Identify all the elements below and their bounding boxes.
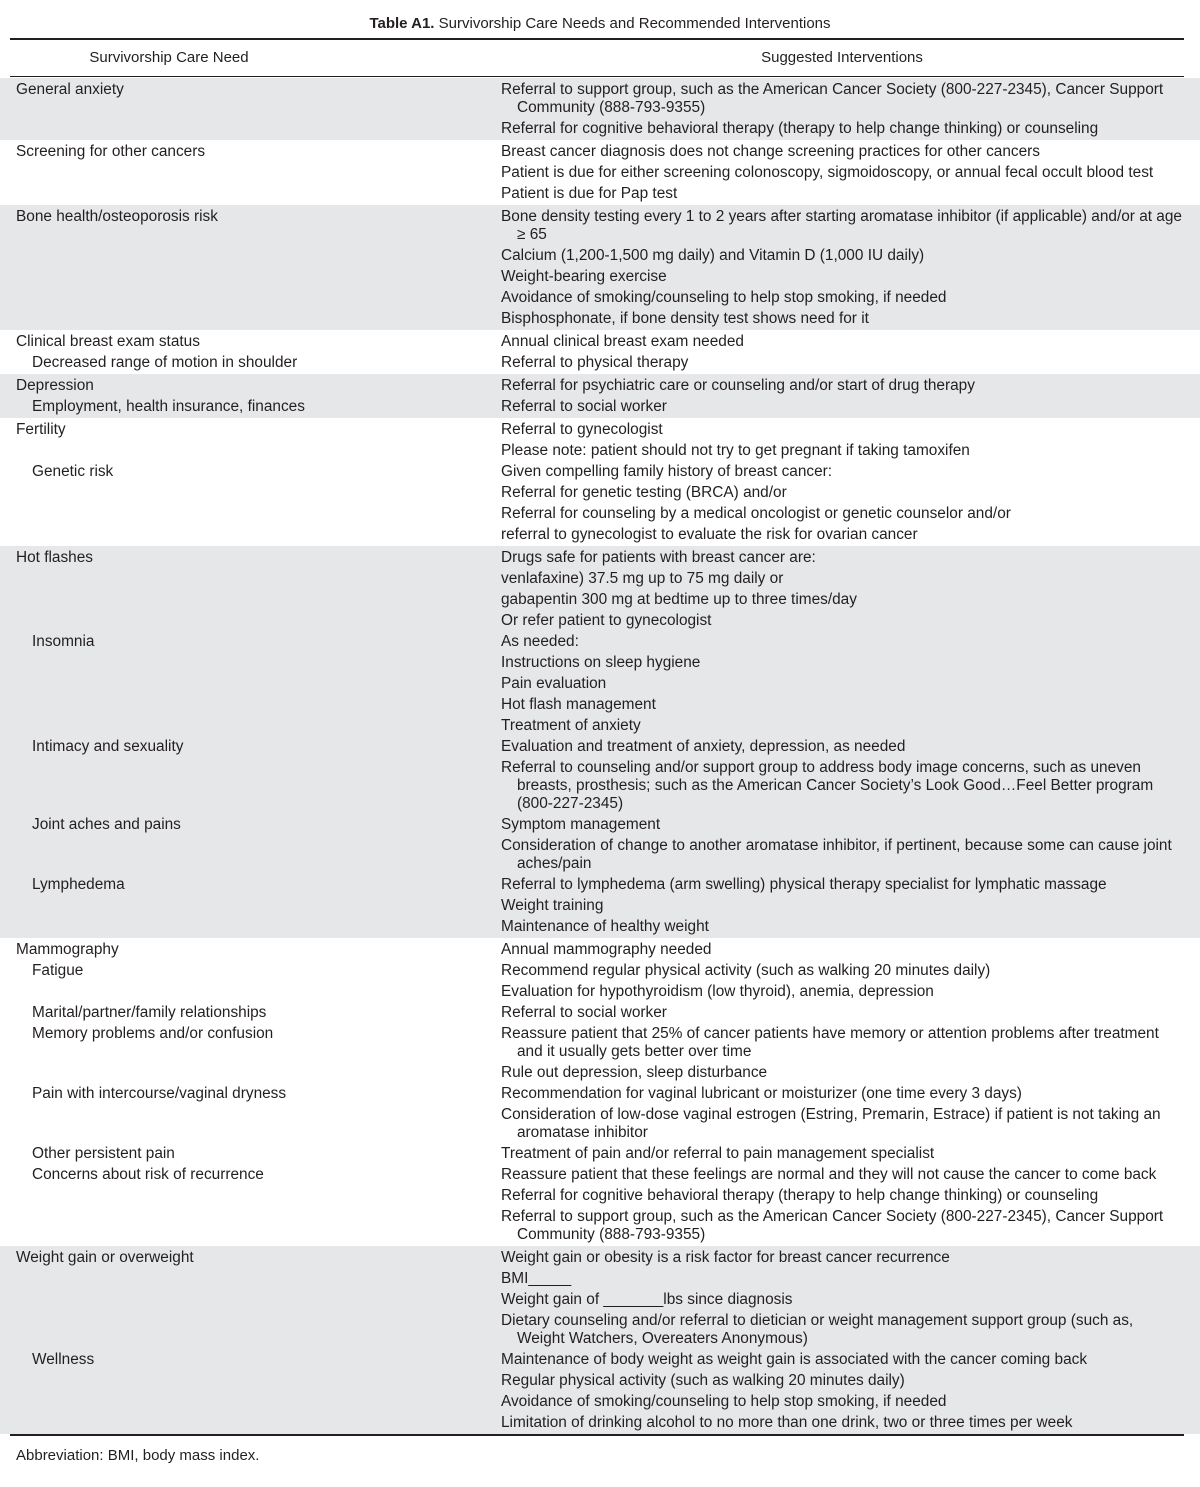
- table-footnote: Abbreviation: BMI, body mass index.: [16, 1447, 260, 1464]
- intervention-item: Please note: patient should not try to get pregnant if taking tamoxifen: [501, 442, 970, 459]
- interventions-cell: [485, 460, 1185, 544]
- intervention-item: Consideration of change to another aromatase inhibitor, if pertinent, because some can cause joint aches/pain: [501, 837, 1172, 872]
- table-row: [0, 205, 1200, 328]
- table-row: [0, 395, 1200, 416]
- intervention-item: Reassure patient that 25% of cancer patients have memory or attention problems after treatment and it usually gets better over time: [501, 1025, 1159, 1060]
- row-group: [0, 938, 1200, 1246]
- table-row: [0, 630, 1200, 735]
- table-row: [0, 1022, 1200, 1082]
- intervention-item: Treatment of anxiety: [501, 717, 641, 734]
- care-need-cell: Other persistent pain: [32, 1145, 175, 1162]
- table-row: [0, 330, 1200, 351]
- intervention-item: Dietary counseling and/or referral to dietician or weight management support group (such as, Weight Watchers, Overeaters Anonymous): [501, 1312, 1134, 1347]
- bottom-rule: [10, 1434, 1184, 1436]
- intervention-item: Avoidance of smoking/counseling to help stop smoking, if needed: [501, 1393, 947, 1410]
- care-need-cell: Genetic risk: [32, 463, 114, 480]
- table-row: [0, 1082, 1200, 1142]
- care-need-cell: Employment, health insurance, finances: [32, 398, 305, 415]
- interventions-cell: [485, 1142, 1185, 1163]
- care-need-cell: Pain with intercourse/vaginal dryness: [32, 1085, 287, 1102]
- table-title: Survivorship Care Needs and Recommended Interventions: [438, 15, 831, 32]
- intervention-item: Rule out depression, sleep disturbance: [501, 1064, 768, 1081]
- intervention-item: Referral to support group, such as the American Cancer Society (800-227-2345), Cancer Support Community (888-793-9355): [501, 81, 1164, 116]
- interventions-cell: [485, 140, 1185, 203]
- table-row: [0, 546, 1200, 630]
- intervention-item: Evaluation and treatment of anxiety, depression, as needed: [501, 738, 906, 755]
- intervention-item: Or refer patient to gynecologist: [501, 612, 712, 629]
- intervention-item: BMI_____: [501, 1270, 572, 1287]
- intervention-item: Reassure patient that these feelings are normal and they will not cause the cancer to come back: [501, 1166, 1157, 1183]
- intervention-item: referral to gynecologist to evaluate the risk for ovarian cancer: [501, 526, 918, 543]
- intervention-item: Patient is due for either screening colonoscopy, sigmoidoscopy, or annual fecal occult blood test: [501, 164, 1154, 181]
- interventions-cell: [485, 205, 1185, 328]
- table-row: [0, 1001, 1200, 1022]
- care-need-cell: Hot flashes: [16, 549, 93, 566]
- care-need-cell: Mammography: [16, 941, 119, 958]
- table-row: [0, 1163, 1200, 1244]
- care-need-cell: Joint aches and pains: [32, 816, 181, 833]
- intervention-item: Referral for cognitive behavioral therapy (therapy to help change thinking) or counseling: [501, 1187, 1099, 1204]
- table-row: [0, 140, 1200, 203]
- interventions-cell: [485, 1163, 1185, 1244]
- intervention-item: Referral to physical therapy: [501, 354, 689, 371]
- intervention-item: Referral to counseling and/or support group to address body image concerns, such as uneven breasts, prosthesis; such as the American Cancer Society’s Look Good…Feel Better program (800-227-2345): [501, 759, 1154, 812]
- intervention-item: Referral to support group, such as the American Cancer Society (800-227-2345), Cancer Support Community (888-793-9355): [501, 1208, 1164, 1243]
- care-need-cell: Clinical breast exam status: [16, 333, 200, 350]
- row-group: [0, 140, 1200, 205]
- row-group: [0, 1246, 1200, 1434]
- interventions-cell: [485, 1246, 1185, 1348]
- header-rule: [10, 76, 1184, 77]
- intervention-item: Avoidance of smoking/counseling to help stop smoking, if needed: [501, 289, 947, 306]
- intervention-item: Bisphosphonate, if bone density test shows need for it: [501, 310, 869, 327]
- table-row: [0, 813, 1200, 873]
- table-body: [0, 78, 1200, 1434]
- intervention-item: Hot flash management: [501, 696, 656, 713]
- care-need-cell: Weight gain or overweight: [16, 1249, 194, 1266]
- row-group: [0, 330, 1200, 374]
- row-group: [0, 374, 1200, 418]
- table-caption: [0, 14, 1200, 34]
- row-group: [0, 205, 1200, 330]
- intervention-item: Given compelling family history of breast cancer:: [501, 463, 833, 480]
- row-group: [0, 546, 1200, 938]
- intervention-item: gabapentin 300 mg at bedtime up to three times/day: [501, 591, 857, 608]
- care-need-cell: Fertility: [16, 421, 66, 438]
- table-row: [0, 959, 1200, 1001]
- table-row: [0, 460, 1200, 544]
- interventions-cell: [485, 374, 1185, 395]
- intervention-item: Patient is due for Pap test: [501, 185, 678, 202]
- care-need-cell: Insomnia: [32, 633, 95, 650]
- table-row: [0, 1246, 1200, 1348]
- table-row: [0, 418, 1200, 460]
- intervention-item: Instructions on sleep hygiene: [501, 654, 701, 671]
- column-header-interventions: Suggested Interventions: [761, 49, 923, 66]
- intervention-item: Weight-bearing exercise: [501, 268, 667, 285]
- intervention-item: Bone density testing every 1 to 2 years after starting aromatase inhibitor (if applicable) and/or at age ≥ 65: [501, 208, 1182, 243]
- interventions-cell: [485, 813, 1185, 873]
- intervention-item: Referral for cognitive behavioral therapy (therapy to help change thinking) or counseling: [501, 120, 1099, 137]
- intervention-item: Referral for psychiatric care or counseling and/or start of drug therapy: [501, 377, 975, 394]
- intervention-item: Evaluation for hypothyroidism (low thyroid), anemia, depression: [501, 983, 934, 1000]
- intervention-item: Referral for counseling by a medical oncologist or genetic counselor and/or: [501, 505, 1011, 522]
- intervention-item: Symptom management: [501, 816, 661, 833]
- intervention-item: Referral for genetic testing (BRCA) and/or: [501, 484, 787, 501]
- interventions-cell: [485, 873, 1185, 936]
- care-need-cell: Wellness: [32, 1351, 95, 1368]
- table-row: [0, 78, 1200, 138]
- table-row: [0, 374, 1200, 395]
- care-need-cell: Decreased range of motion in shoulder: [32, 354, 298, 371]
- intervention-item: Consideration of low-dose vaginal estrogen (Estring, Premarin, Estrace) if patient is not taking an aromatase inhibitor: [501, 1106, 1161, 1141]
- interventions-cell: [485, 735, 1185, 813]
- table-row: [0, 1348, 1200, 1432]
- intervention-item: venlafaxine) 37.5 mg up to 75 mg daily or: [501, 570, 784, 587]
- intervention-item: Pain evaluation: [501, 675, 607, 692]
- interventions-cell: [485, 330, 1185, 351]
- intervention-item: Recommend regular physical activity (such as walking 20 minutes daily): [501, 962, 991, 979]
- care-need-cell: Fatigue: [32, 962, 84, 979]
- interventions-cell: [485, 418, 1185, 460]
- care-need-cell: Memory problems and/or confusion: [32, 1025, 274, 1042]
- interventions-cell: [485, 630, 1185, 735]
- intervention-item: Weight gain of _______lbs since diagnosis: [501, 1291, 793, 1308]
- table-row: [0, 873, 1200, 936]
- interventions-cell: [485, 546, 1185, 630]
- table-row: [0, 735, 1200, 813]
- intervention-item: Breast cancer diagnosis does not change screening practices for other cancers: [501, 143, 1040, 160]
- care-need-cell: General anxiety: [16, 81, 124, 98]
- intervention-item: Maintenance of body weight as weight gain is associated with the cancer coming back: [501, 1351, 1088, 1368]
- care-need-cell: Concerns about risk of recurrence: [32, 1166, 264, 1183]
- interventions-cell: [485, 938, 1185, 959]
- intervention-item: Regular physical activity (such as walking 20 minutes daily): [501, 1372, 905, 1389]
- care-need-cell: Marital/partner/family relationships: [32, 1004, 267, 1021]
- top-rule: [10, 38, 1184, 40]
- table-row: [0, 1142, 1200, 1163]
- care-need-cell: Depression: [16, 377, 94, 394]
- interventions-cell: [485, 78, 1185, 138]
- intervention-item: Referral to gynecologist: [501, 421, 663, 438]
- intervention-item: Referral to social worker: [501, 398, 667, 415]
- intervention-item: Limitation of drinking alcohol to no more than one drink, two or three times per week: [501, 1414, 1073, 1431]
- intervention-item: Annual mammography needed: [501, 941, 712, 958]
- intervention-item: Annual clinical breast exam needed: [501, 333, 744, 350]
- care-need-cell: Bone health/osteoporosis risk: [16, 208, 218, 225]
- column-header-need: Survivorship Care Need: [89, 49, 249, 66]
- intervention-item: Drugs safe for patients with breast cancer are:: [501, 549, 816, 566]
- interventions-cell: [485, 1082, 1185, 1142]
- interventions-cell: [485, 959, 1185, 1001]
- intervention-item: Calcium (1,200-1,500 mg daily) and Vitamin D (1,000 IU daily): [501, 247, 925, 264]
- intervention-item: Referral to social worker: [501, 1004, 667, 1021]
- care-need-cell: Intimacy and sexuality: [32, 738, 184, 755]
- intervention-item: Referral to lymphedema (arm swelling) physical therapy specialist for lymphatic massage: [501, 876, 1107, 893]
- interventions-cell: [485, 1001, 1185, 1022]
- intervention-item: Weight training: [501, 897, 604, 914]
- interventions-cell: [485, 395, 1185, 416]
- intervention-item: Treatment of pain and/or referral to pain management specialist: [501, 1145, 935, 1162]
- table-row: [0, 351, 1200, 372]
- interventions-cell: [485, 351, 1185, 372]
- row-group: [0, 78, 1200, 140]
- intervention-item: Maintenance of healthy weight: [501, 918, 709, 935]
- interventions-cell: [485, 1348, 1185, 1432]
- interventions-cell: [485, 1022, 1185, 1082]
- table-row: [0, 938, 1200, 959]
- table-label: Table A1.: [369, 15, 435, 32]
- intervention-item: Recommendation for vaginal lubricant or moisturizer (one time every 3 days): [501, 1085, 1022, 1102]
- row-group: [0, 418, 1200, 546]
- intervention-item: Weight gain or obesity is a risk factor for breast cancer recurrence: [501, 1249, 950, 1266]
- care-need-cell: Screening for other cancers: [16, 143, 206, 160]
- care-need-cell: Lymphedema: [32, 876, 125, 893]
- intervention-item: As needed:: [501, 633, 579, 650]
